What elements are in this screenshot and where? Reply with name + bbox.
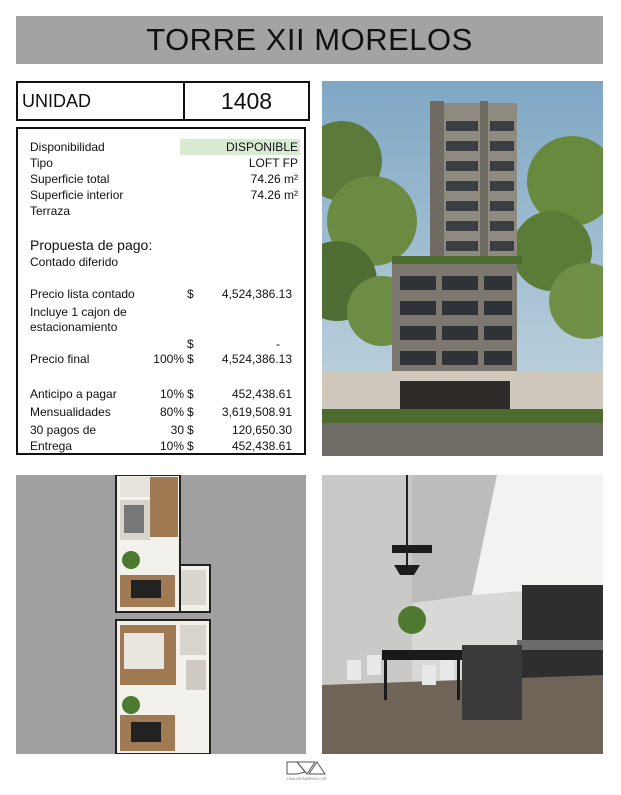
total-area-row — [30, 171, 298, 187]
parking-label-2: estacionamiento — [30, 320, 118, 334]
interior-area-value: 74.26 m² — [250, 188, 298, 202]
payments-label: 30 pagos de — [30, 423, 97, 437]
down-payment-currency: $ — [187, 387, 194, 401]
list-price-value: 4,524,386.13 — [221, 287, 292, 301]
page-title: TORRE XII MORELOS — [146, 22, 473, 57]
availability-label: Disponibilidad — [30, 140, 105, 154]
parking-value-row — [30, 336, 298, 352]
delivery-pct: 10% — [159, 439, 184, 453]
total-area-label: Superficie total — [30, 172, 110, 186]
availability-badge: DISPONIBLE — [180, 139, 300, 155]
company-logo — [285, 760, 333, 782]
unit-info-panel — [16, 127, 306, 455]
payment-subtitle-row — [30, 254, 298, 270]
building-exterior-image — [322, 81, 603, 456]
list-price-currency: $ — [187, 287, 194, 301]
parking-label-1: Incluye 1 cajon de — [30, 305, 127, 319]
down-payment-row — [30, 386, 298, 402]
delivery-value: 452,438.61 — [231, 439, 292, 453]
parking-value: - — [276, 337, 280, 351]
interior-area-label: Superficie interior — [30, 188, 124, 202]
unit-label: UNIDAD — [18, 83, 185, 119]
delivery-row — [30, 438, 298, 454]
terrace-label: Terraza — [30, 204, 71, 218]
delivery-currency: $ — [187, 439, 194, 453]
interior-image — [322, 475, 603, 754]
down-payment-label: Anticipo a pagar — [30, 387, 117, 401]
list-price-row — [30, 286, 298, 302]
floor-plan-image — [16, 475, 306, 754]
final-price-currency: $ — [187, 352, 194, 366]
total-area-value: 74.26 m² — [250, 172, 298, 186]
terrace-row — [30, 203, 298, 219]
parking-row-1 — [30, 304, 298, 320]
payments-currency: $ — [187, 423, 194, 437]
list-price-label: Precio lista contado — [30, 287, 135, 301]
delivery-label: Entrega — [30, 439, 73, 453]
final-price-label: Precio final — [30, 352, 90, 366]
final-price-value: 4,524,386.13 — [221, 352, 292, 366]
down-payment-value: 452,438.61 — [231, 387, 292, 401]
payment-title: Propuesta de pago: — [30, 237, 153, 253]
page-header — [16, 16, 603, 64]
unit-box — [16, 81, 310, 121]
parking-currency: $ — [187, 337, 194, 351]
monthly-row — [30, 404, 298, 420]
payment-subtitle: Contado diferido — [30, 255, 119, 269]
type-value: LOFT FP — [248, 156, 298, 170]
monthly-currency: $ — [187, 405, 194, 419]
final-price-pct: 100% — [153, 352, 184, 366]
monthly-label: Mensualidades — [30, 405, 111, 419]
unit-number: 1408 — [220, 87, 273, 114]
parking-row-2 — [30, 319, 298, 335]
payments-count: 30 — [170, 423, 184, 437]
monthly-pct: 80% — [159, 405, 184, 419]
down-payment-pct: 10% — [159, 387, 184, 401]
interior-area-row — [30, 187, 298, 203]
payments-row — [30, 422, 298, 438]
monthly-value: 3,619,508.91 — [221, 405, 292, 419]
svg-text:DNA DESARROLLOS: DNA DESARROLLOS — [287, 776, 327, 781]
payments-value: 120,650.30 — [231, 423, 292, 437]
type-row — [30, 155, 298, 171]
availability-row — [30, 139, 298, 155]
type-label: Tipo — [30, 156, 53, 170]
final-price-row — [30, 351, 298, 367]
